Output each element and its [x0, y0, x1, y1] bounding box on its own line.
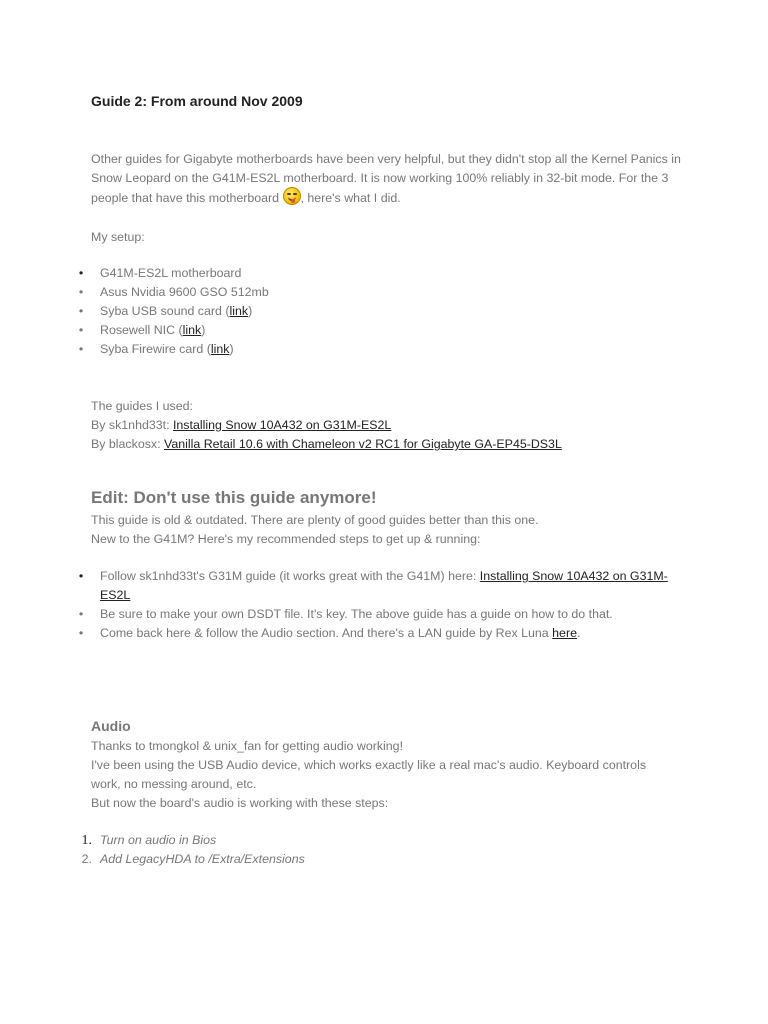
sound-card-link[interactable]: link — [229, 304, 249, 318]
list-item-suffix: ) — [229, 342, 234, 356]
list-item-suffix: ) — [201, 323, 206, 337]
intro-paragraph — [91, 150, 691, 208]
firewire-card-link[interactable]: link — [210, 342, 230, 356]
audio-steps-list — [0, 831, 700, 869]
step-text: Turn on audio in Bios — [100, 833, 217, 847]
bullet-icon: • — [78, 285, 84, 299]
list-item — [0, 624, 680, 643]
bullet-icon: • — [78, 323, 84, 337]
list-item — [0, 605, 680, 624]
edit-heading: Edit: Don't use this guide anymore! — [91, 488, 377, 507]
audio-heading: Audio — [91, 718, 131, 734]
list-item-text: Come back here & follow the Audio section. And there's a LAN guide by Rex Luna — [100, 626, 553, 640]
guides-section — [91, 397, 691, 454]
guide-entry — [91, 416, 691, 435]
list-item-suffix: ) — [248, 304, 253, 318]
bullet-icon: • — [78, 626, 84, 640]
bullet-icon: • — [78, 266, 84, 280]
page-title: Guide 2: From around Nov 2009 — [91, 93, 303, 109]
edit-line-2: New to the G41M? Here's my recommended steps to get up & running: — [91, 532, 481, 546]
audio-line-2: I've been using the USB Audio device, which works exactly like a real mac's audio. Keyboard controls work, no messing around, etc. — [91, 758, 647, 791]
list-item — [0, 283, 700, 302]
list-item — [0, 850, 700, 869]
lan-guide-link[interactable]: here — [552, 626, 577, 640]
list-item-text: G41M-ES2L motherboard — [100, 266, 242, 280]
list-item — [0, 567, 680, 605]
list-item — [0, 340, 700, 359]
recommended-steps-list — [0, 567, 700, 643]
list-item-text: Be sure to make your own DSDT file. It's key. The above guide has a guide on how to do that. — [100, 607, 613, 621]
step-number: 1. — [81, 833, 92, 848]
edit-line-1: This guide is old & outdated. There are plenty of good guides better than this one. — [91, 513, 539, 527]
setup-list — [0, 264, 700, 359]
guides-label: The guides I used: — [91, 399, 193, 413]
guide-author: By blackosx: — [91, 437, 164, 451]
list-item-text: Syba Firewire card ( — [100, 342, 211, 356]
list-item — [0, 321, 700, 340]
list-item-text: Rosewell NIC ( — [100, 323, 183, 337]
audio-line-1: Thanks to tmongkol & unix_fan for getting audio working! — [91, 739, 404, 753]
guide-entry — [91, 435, 691, 454]
edit-paragraph — [91, 511, 691, 549]
list-item — [0, 302, 700, 321]
guide-link-g31m[interactable]: Installing Snow 10A432 on G31M-ES2L — [172, 418, 392, 432]
list-item — [0, 264, 700, 283]
step-text: Add LegacyHDA to /Extra/Extensions — [100, 852, 305, 866]
list-item-suffix: . — [576, 626, 581, 640]
guide-author: By sk1nhd33t: — [91, 418, 173, 432]
bullet-icon: • — [78, 607, 84, 621]
guide-link-vanilla-retail[interactable]: Vanilla Retail 10.6 with Chameleon v2 RC1 for Gigabyte GA-EP45-DS3L — [164, 437, 562, 451]
list-item-text: Asus Nvidia 9600 GSO 512mb — [100, 285, 269, 299]
bullet-icon: • — [78, 304, 84, 318]
g31m-guide-link[interactable]: Installing Snow 10A432 on G31M-ES2L — [100, 569, 668, 602]
bullet-icon: • — [78, 342, 84, 356]
intro-text-end: , here's what I did. — [300, 191, 401, 206]
list-item-text: Follow sk1nhd33t's G31M guide (it works great with the G41M) here: — [100, 569, 480, 583]
tongue-out-smiley-icon — [283, 187, 301, 205]
nic-link[interactable]: link — [182, 323, 202, 337]
audio-line-3: But now the board's audio is working with these steps: — [91, 796, 389, 810]
step-number: 2. — [81, 852, 92, 866]
audio-paragraph — [91, 737, 671, 813]
intro-text: Other guides for Gigabyte motherboards have been very helpful, but they didn't stop all the Kernel Panics in Snow Leopard on the G41M-ES2L motherboard. It is now working 100% reliably in 32-bit mode. For the 3 people that have this motherboard — [91, 152, 681, 206]
list-item — [0, 831, 700, 850]
bullet-icon: • — [78, 569, 84, 583]
list-item-text: Syba USB sound card ( — [100, 304, 230, 318]
setup-label: My setup: — [91, 230, 145, 244]
